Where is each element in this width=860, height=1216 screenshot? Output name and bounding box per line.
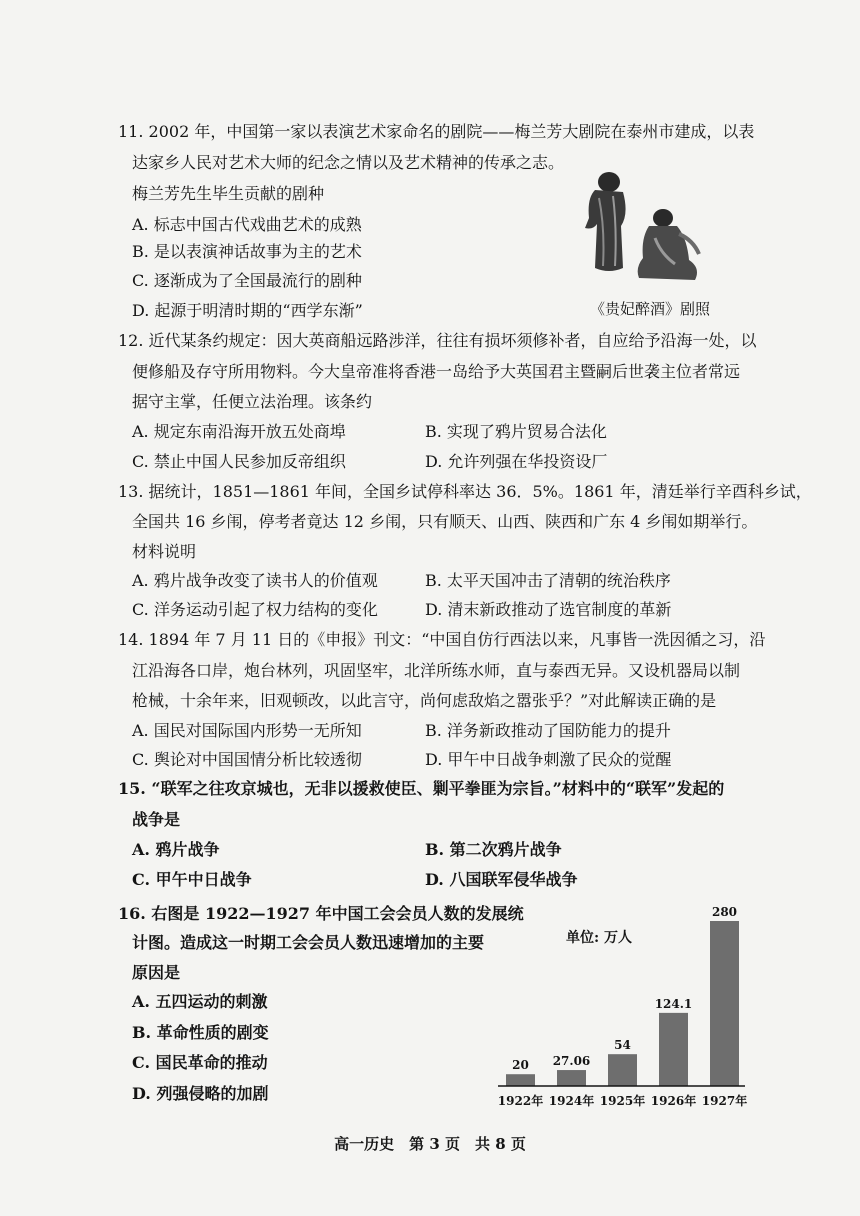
q12-stem-line-2: 便修船及存守所用物料。今大皇帝准将香港一岛给予大英国君主暨嗣后世袭主位者常远: [132, 362, 741, 381]
q12-option-c: C. 禁止中国人民参加反帝组织: [132, 452, 346, 471]
q15-option-c: C. 甲午中日战争: [132, 870, 252, 889]
q14-option-c: C. 舆论对中国国情分析比较透彻: [132, 750, 362, 769]
q14-option-a: A. 国民对国际国内形势一无所知: [132, 721, 362, 740]
chart-category-label: 1926年: [650, 1094, 697, 1108]
chart-bar-1924年: [557, 1070, 586, 1086]
q14-option-d: D. 甲午中日战争刺激了民众的觉醒: [425, 750, 672, 769]
q16-option-c: C. 国民革命的推动: [132, 1053, 268, 1072]
chart-value-label: 27.06: [552, 1054, 591, 1069]
q11-stem-line-1: 11. 2002 年，中国第一家以表演艺术家命名的剧院——梅兰芳大剧院在泰州市建成，以表: [118, 122, 755, 141]
q16-stem-line-2: 计图。造成这一时期工会会员人数迅速增加的主要: [132, 933, 485, 952]
q14-stem-line-3: 枪械，十余年来，旧观顿改，以此言守，尚何虑敌焰之嚣张乎？”对此解读正确的是: [132, 691, 717, 710]
q11-option-a: A. 标志中国古代戏曲艺术的成熟: [132, 215, 362, 234]
q15-stem-line-1: 15. “联军之往攻京城也，无非以援救使臣、剿平拳匪为宗旨。”材料中的“联军”发起的: [118, 779, 725, 798]
q13-stem-line-1: 13. 据统计，1851—1861 年间，全国乡试停科率达 36．5%。1861 年，清廷举行辛酉科乡试，: [118, 482, 812, 501]
q13-stem-line-3: 材料说明: [132, 542, 197, 561]
q16-option-b: B. 革命性质的剧变: [132, 1023, 269, 1042]
q14-option-b: B. 洋务新政推动了国防能力的提升: [425, 721, 671, 740]
union-membership-chart: [490, 896, 750, 1116]
q15-stem-line-2: 战争是: [132, 810, 181, 829]
q13-stem-line-2: 全国共 16 乡闱，停考者竟达 12 乡闱，只有顺天、山西、陕西和广东 4 乡闱如期举行。: [132, 512, 758, 531]
q12-option-a: A. 规定东南沿海开放五处商埠: [132, 422, 346, 441]
chart-bar-1922年: [506, 1074, 535, 1086]
page-footer: 高一历史 第 3 页 共 8 页: [334, 1135, 526, 1153]
chart-value-label: 124.1: [654, 996, 693, 1011]
q14-stem-line-2: 江沿海各口岸，炮台林列，巩固坚牢，北洋所练水师，直与泰西无异。又设机器局以制: [132, 661, 741, 680]
q16-stem-line-1: 16. 右图是 1922—1927 年中国工会会员人数的发展统: [118, 904, 524, 923]
chart-unit-label: 单位: 万人: [566, 930, 633, 946]
chart-bar-1925年: [608, 1054, 637, 1086]
q13-option-c: C. 洋务运动引起了权力结构的变化: [132, 600, 378, 619]
q12-option-d: D. 允许列强在华投资设厂: [425, 452, 608, 471]
q11-stem-line-2: 达家乡人民对艺术大师的纪念之情以及艺术精神的传承之志。: [132, 153, 565, 172]
q12-stem-line-3: 据守主掌，任便立法治理。该条约: [132, 392, 373, 411]
q13-option-d: D. 清末新政推动了选官制度的革新: [425, 600, 672, 619]
q11-option-c: C. 逐渐成为了全国最流行的剧种: [132, 271, 362, 290]
q12-option-b: B. 实现了鸦片贸易合法化: [425, 422, 607, 441]
chart-value-label: 20: [512, 1058, 529, 1073]
q12-stem-line-1: 12. 近代某条约规定：因大英商船远路涉洋，往往有损坏须修补者，自应给予沿海一处，以: [118, 331, 757, 350]
q16-option-d: D. 列强侵略的加剧: [132, 1084, 269, 1103]
opera-stage-photo: [583, 168, 705, 286]
q11-option-b: B. 是以表演神话故事为主的艺术: [132, 242, 362, 261]
q15-option-a: A. 鸦片战争: [132, 840, 220, 859]
q16-stem-line-3: 原因是: [132, 963, 181, 982]
chart-value-label: 280: [711, 905, 738, 919]
q11-stem-line-3: 梅兰芳先生毕生贡献的剧种: [132, 184, 325, 203]
q15-option-b: B. 第二次鸦片战争: [425, 840, 562, 859]
chart-category-label: 1924年: [548, 1094, 595, 1108]
chart-bar-1927年: [710, 921, 739, 1086]
chart-bar-1926年: [659, 1013, 688, 1086]
q13-option-a: A. 鸦片战争改变了读书人的价值观: [132, 571, 378, 590]
chart-category-label: 1922年: [497, 1094, 544, 1108]
q13-option-b: B. 太平天国冲击了清朝的统治秩序: [425, 571, 671, 590]
photo-caption: 《贵妃醉酒》剧照: [590, 300, 711, 318]
q15-option-d: D. 八国联军侵华战争: [425, 870, 578, 889]
q16-option-a: A. 五四运动的刺激: [132, 992, 268, 1011]
chart-value-label: 54: [614, 1038, 631, 1053]
chart-category-label: 1925年: [599, 1094, 646, 1108]
q14-stem-line-1: 14. 1894 年 7 月 11 日的《申报》刊文：“中国自仿行西法以来，凡事皆一洗因循之习，沿: [118, 630, 766, 649]
q11-option-d: D. 起源于明清时期的“西学东渐”: [132, 301, 363, 320]
chart-category-label: 1927年: [701, 1094, 748, 1108]
